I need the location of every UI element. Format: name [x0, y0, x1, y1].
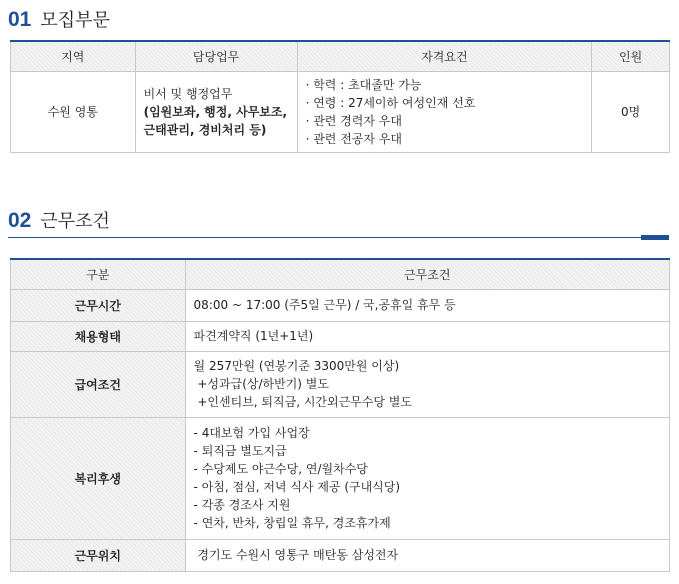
recruitment-header-row	[11, 41, 670, 71]
section1-title: 모집부문	[40, 10, 110, 31]
condition-row-benefits	[11, 417, 670, 539]
requirement-item: · 학력 : 초대졸만 가능	[306, 76, 584, 94]
condition-line: +성과급(상/하반기) 별도	[193, 377, 329, 391]
condition-label: 급여조건	[11, 351, 186, 417]
condition-value	[185, 351, 669, 417]
condition-label: 채용형태	[11, 321, 186, 351]
requirements-cell	[297, 71, 592, 152]
conditions-table	[10, 258, 670, 572]
condition-line: 월 257만원 (연봉기준 3300만원 이상)	[193, 359, 400, 373]
requirement-item: · 연령 : 27세이하 여성인재 선호	[306, 94, 584, 112]
header-headcount: 인원	[592, 41, 670, 71]
condition-line: 파견계약직 (1년+1년)	[193, 329, 314, 343]
condition-line: - 연차, 반차, 창립일 휴무, 경조휴가제	[193, 516, 391, 530]
condition-line: - 아침, 점심, 저녁 식사 제공 (구내식당)	[193, 480, 401, 494]
headcount-cell: 0명	[592, 71, 670, 152]
section2-header	[8, 207, 110, 233]
condition-value	[185, 417, 669, 539]
recruitment-row	[11, 71, 670, 152]
section1-header	[8, 6, 110, 32]
section2-number: 02	[8, 209, 32, 232]
duty-detail-1: (임원보좌, 행정, 사무보조,	[143, 104, 288, 119]
condition-line: +인센티브, 퇴직금, 시간외근무수당 별도	[193, 395, 412, 409]
condition-value	[185, 539, 669, 571]
region-cell: 수원 영통	[11, 71, 136, 152]
header-requirements: 자격요건	[297, 41, 592, 71]
conditions-header-row	[11, 259, 670, 289]
condition-label: 근무시간	[11, 289, 186, 321]
section2-title: 근무조건	[40, 211, 110, 232]
header-duty: 담당업무	[135, 41, 297, 71]
condition-line: - 4대보험 가입 사업장	[193, 426, 310, 440]
condition-line: - 수당제도 야근수당, 연/월차수당	[193, 462, 368, 476]
condition-row-hours	[11, 289, 670, 321]
header-region: 지역	[11, 41, 136, 71]
condition-row-location	[11, 539, 670, 571]
condition-line: - 퇴직금 별도지급	[193, 444, 287, 458]
duty-cell	[135, 71, 297, 152]
condition-value	[185, 289, 669, 321]
duty-detail-2: 근태관리, 경비처리 등)	[143, 122, 267, 137]
duty-title: 비서 및 행정업무	[143, 86, 233, 101]
condition-label: 복리후생	[11, 417, 186, 539]
condition-label: 근무위치	[11, 539, 186, 571]
section2-divider	[8, 237, 669, 238]
section1-number: 01	[8, 8, 32, 31]
condition-value	[185, 321, 669, 351]
header-category: 구분	[11, 259, 186, 289]
condition-line: 경기도 수원시 영통구 매탄동 삼성전자	[193, 548, 399, 562]
section2-divider-accent	[641, 235, 669, 240]
header-conditions: 근무조건	[185, 259, 669, 289]
recruitment-table	[10, 40, 670, 153]
condition-row-type	[11, 321, 670, 351]
condition-line: - 각종 경조사 지원	[193, 498, 291, 512]
requirement-item: · 관련 경력자 우대	[306, 112, 584, 130]
condition-line: 08:00 ~ 17:00 (주5일 근무) / 국,공휴일 휴무 등	[193, 298, 456, 312]
condition-row-salary	[11, 351, 670, 417]
requirement-item: · 관련 전공자 우대	[306, 130, 584, 148]
